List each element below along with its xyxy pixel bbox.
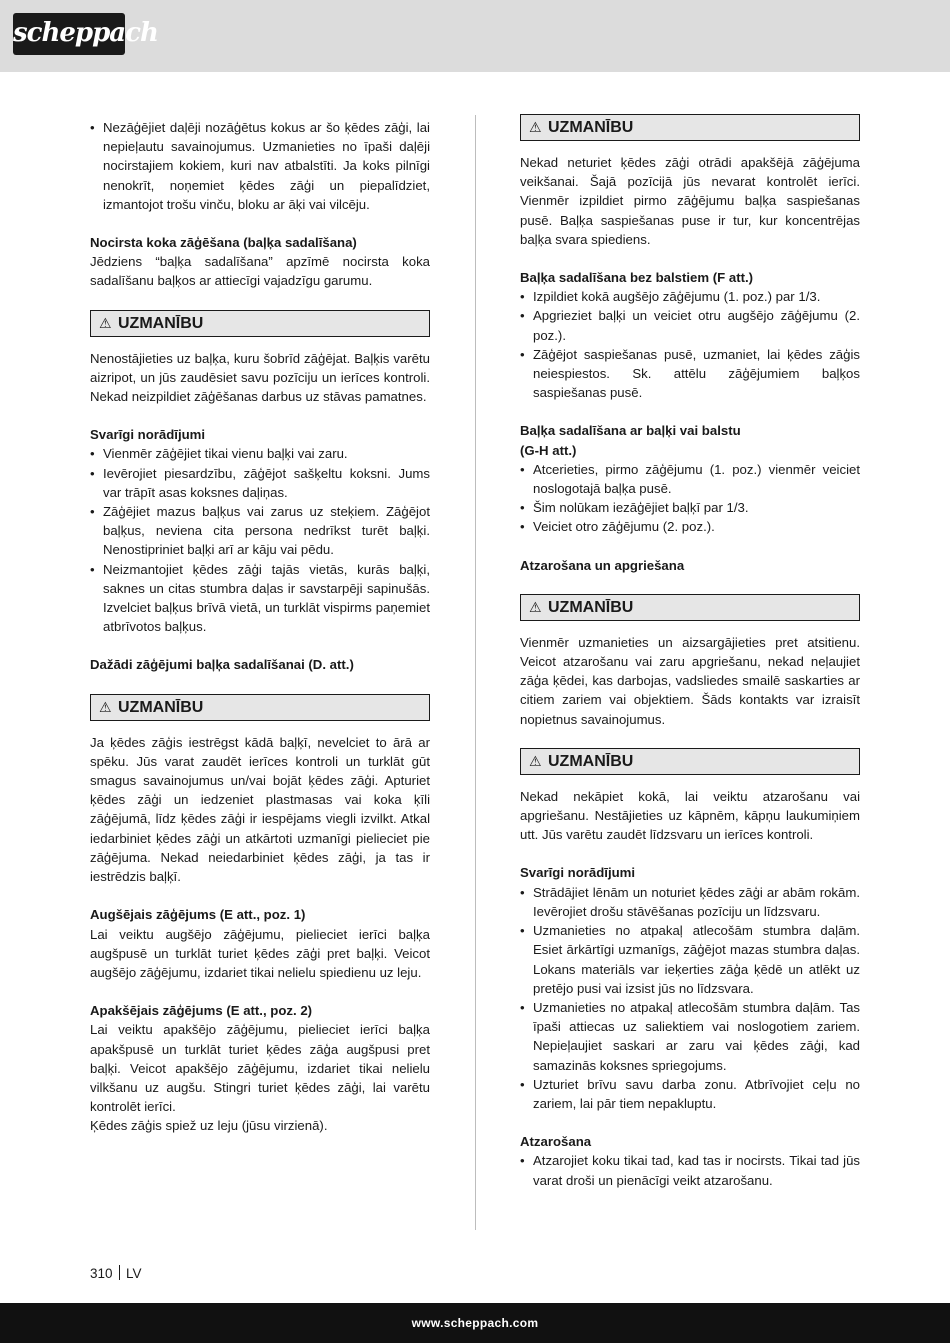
website-link[interactable]: www.scheppach.com xyxy=(411,1316,539,1330)
list-item: • Veiciet otro zāģējumu (2. poz.). xyxy=(520,517,860,536)
warning-box xyxy=(90,310,430,337)
section-heading: Baļķa sadalīšana ar baļķi vai balstu xyxy=(520,423,741,439)
paragraph: Ja ķēdes zāģis iestrēgst kādā baļķī, nevelciet to ārā ar spēku. Jūs varat zaudēt ierīces kontroli un turklāt gūt smagus savainojumus un/vai bojāt ķēdes zāģi. Apturiet ķēdes zāģi un iedzeniet plastmasas vai koka ķīli zāģējumā, līdz ķēdes zāģi ir iespējams viegli izvilkt. Atkal iedarbiniet ķēdes zāģi un atkārtoti uzmanīgi pielieciet pie zāģējuma. Nekad neiedarbiniet ķēdes zāģi, ja tas ir iestrēdzis baļķī. xyxy=(90,734,430,885)
list-item: • Ievērojiet piesardzību, zāģējot sašķeltu koksni. Jums var trāpīt asas koksnes daļiņas. xyxy=(90,464,430,502)
list-item: • Šim nolūkam iezāģējiet baļķī par 1/3. xyxy=(520,498,860,517)
instructions-list xyxy=(520,883,860,1113)
list-item: • Atzarojiet koku tikai tad, kad tas ir nocirsts. Tikai tad jūs varat droši un pienācīgi veikt atzarošanu. xyxy=(520,1151,860,1189)
list-item: • Uzmanieties no atpakaļ atlecošām stumbra daļām. Esiet ārkārtīgi uzmanīgs, zāģējot mazas stumbra daļas. Lokans materiāls var ieķerties zāģa ķēdē un atlēkt uz pretējo pusi vai izsist jūs no līdzsvara. xyxy=(520,921,860,998)
list-item: • Zāģējot saspiešanas pusē, uzmaniet, lai ķēdes zāģis neiespiestos. Sk. attēlu zāģējumiem baļķos saspiešanas pusē. xyxy=(520,345,860,403)
paragraph: Ķēdes zāģis spiež uz leju (jūsu virzienā). xyxy=(90,1118,328,1134)
section-heading: Svarīgi norādījumi xyxy=(520,865,636,881)
list-item: • Atcerieties, pirmo zāģējumu (1. poz.) vienmēr veiciet noslogotajā baļķa pusē. xyxy=(520,460,860,498)
warning-label: UZMANĪBU xyxy=(548,598,634,616)
list-item: • Strādājiet lēnām un noturiet ķēdes zāģi ar abām rokām. Ievērojiet drošu stāvēšanas pozīciju un līdzsvaru. xyxy=(520,883,860,921)
paragraph: Nekad nekāpiet kokā, lai veiktu atzarošanu vai apgriešanu. Nestājieties uz kāpnēm, kāpņu laukumiņiem utt. Jūs varētu zaudēt līdzsvaru un ierīces kontroli. xyxy=(520,788,860,843)
warning-box xyxy=(520,748,860,775)
paragraph: Nekad neturiet ķēdes zāģi otrādi apakšējā zāģējuma veikšanai. Šajā pozīcijā jūs nevarat kontrolēt ierīci. Vienmēr izpildiet pirmo zāģējumu baļķa saspiešanas pusē. Baļķa saspiešanas puse ir tur, kur koncentrējas baļķa svara spiediens. xyxy=(520,155,860,247)
list-item: • Zāģējiet mazus baļķus vai zarus uz steķiem. Zāģējot baļķus, neviena cita persona nedrīkst turēt baļķi. Nenostipriniet baļķi arī ar kāju vai pēdu. xyxy=(90,502,430,560)
list-item: • Izpildiet kokā augšējo zāģējumu (1. poz.) par 1/3. xyxy=(520,287,860,306)
paragraph: Nenostājieties uz baļķa, kuru šobrīd zāģējat. Baļķis varētu aizripot, un jūs zaudēsiet savu pozīciju un ierīces kontroli. Nekad neizpildiet zāģēšanas darbus uz stāvas pamatnes. xyxy=(90,350,430,405)
section-heading: Apakšējais zāģējums (E att., poz. 2) xyxy=(90,1003,313,1019)
instructions-list xyxy=(520,460,860,537)
warning-triangle-icon: ⚠ xyxy=(529,752,542,769)
instructions-list xyxy=(90,444,430,636)
scheppach-logo: scheppach xyxy=(13,13,125,55)
section-heading: Baļķa sadalīšana bez balstiem (F att.) xyxy=(520,270,754,286)
paragraph: Jēdziens “baļķa sadalīšana” apzīmē nocirsta koka sadalīšanu baļķos ar attiecīgi vajadzīgu garumu. xyxy=(90,254,430,289)
paragraph: Lai veiktu augšējo zāģējumu, pielieciet ierīci baļķa augšpusē un turklāt turiet ķēdes zāģi pret baļķi. Veicot augšējo zāģējumu, izdariet tikai nelielu spiedienu uz leju. xyxy=(90,926,430,980)
list-item: • Vienmēr zāģējiet tikai vienu baļķi vai zaru. xyxy=(90,444,430,463)
warning-triangle-icon: ⚠ xyxy=(529,119,542,135)
section-heading: Atzarošana un apgriešana xyxy=(520,557,685,573)
warning-triangle-icon: ⚠ xyxy=(99,314,112,331)
header-bar xyxy=(0,0,950,72)
warning-triangle-icon: ⚠ xyxy=(529,598,542,615)
warning-label: UZMANĪBU xyxy=(118,314,204,332)
section-heading: Atzarošana xyxy=(520,1134,592,1150)
warning-label: UZMANĪBU xyxy=(118,698,204,716)
page-footer xyxy=(90,1265,142,1281)
list-item: • Uzturiet brīvu savu darba zonu. Atbrīvojiet ceļu no zariem, lai pār tiem nepakluptu. xyxy=(520,1075,860,1113)
warning-box xyxy=(520,594,860,621)
paragraph: Lai veiktu apakšējo zāģējumu, pielieciet ierīci baļķa apakšpusē un turklāt turiet ķēdes zāģa augšpusi pret baļķi. Veicot apakšējo zāģējumu, izdariet tikai nelielu vilkšanu uz augšu. Stingri turiet ķēdes zāģi, lai varētu kontrolēt ierīci. xyxy=(90,1022,430,1115)
intro-list xyxy=(90,118,430,214)
list-item: • Neizmantojiet ķēdes zāģi tajās vietās, kurās baļķi, saknes un citas stumbra daļas ir savstarpēji sapinušās. Izvelciet baļķus brīvā vietā, un turklāt vispirms paņemiet atbrīvotos baļķus. xyxy=(90,560,430,637)
warning-triangle-icon: ⚠ xyxy=(99,698,112,715)
instructions-list xyxy=(520,1151,860,1189)
page-number: 310 xyxy=(90,1266,113,1281)
left-column xyxy=(90,118,430,1136)
warning-label: UZMANĪBU xyxy=(548,119,634,136)
section-heading: Nocirsta koka zāģēšana (baļķa sadalīšana) xyxy=(90,235,357,251)
instructions-list xyxy=(520,287,860,402)
section-heading: Dažādi zāģējumi baļķa sadalīšanai (D. att.) xyxy=(90,657,354,673)
warning-label: UZMANĪBU xyxy=(548,752,634,770)
footer-separator xyxy=(119,1265,121,1280)
column-divider xyxy=(475,115,476,1230)
section-heading: (G-H att.) xyxy=(520,442,577,458)
list-item: • Uzmanieties no atpakaļ atlecošām stumbra daļām. Tas īpaši attiecas uz saliektiem vai noslogotiem zariem. Nepieļaujiet saskari ar zaru vai ķēdes zāģi, kad samazinās koksnes spriegojums. xyxy=(520,998,860,1075)
warning-box xyxy=(520,114,860,141)
list-item: • Apgrieziet baļķi un veiciet otru augšējo zāģējumu (2. poz.). xyxy=(520,306,860,344)
list-item: • Nezāģējiet daļēji nozāģētus kokus ar šo ķēdes zāģi, lai nepieļautu savainojumus. Uzmanieties no īpaši daļēji nocirstajiem kokiem, kuri nav atbalstīti. Ja koks pilnīgi nenokrīt, noņemiet ķēdes zāģi un piepalīdziet, izmantojot trošu vinču, bloku ar āķi vai vilcēju. xyxy=(90,118,430,214)
section-heading: Augšējais zāģējums (E att., poz. 1) xyxy=(90,907,306,923)
language-code: LV xyxy=(126,1266,142,1281)
footer-bar xyxy=(0,1303,950,1343)
right-column xyxy=(520,114,860,1190)
section-heading: Svarīgi norādījumi xyxy=(90,427,206,443)
warning-box xyxy=(90,694,430,721)
paragraph: Vienmēr uzmanieties un aizsargājieties pret atsitienu. Veicot atzarošanu vai zaru apgriešanu, nekad neļaujiet zāģa ķēdei, kas darbojas, vadsliedes smailē saskarties ar citiem zariem vai objektiem. Šāds kontakts var izraisīt nopietnus savainojumus. xyxy=(520,634,860,727)
